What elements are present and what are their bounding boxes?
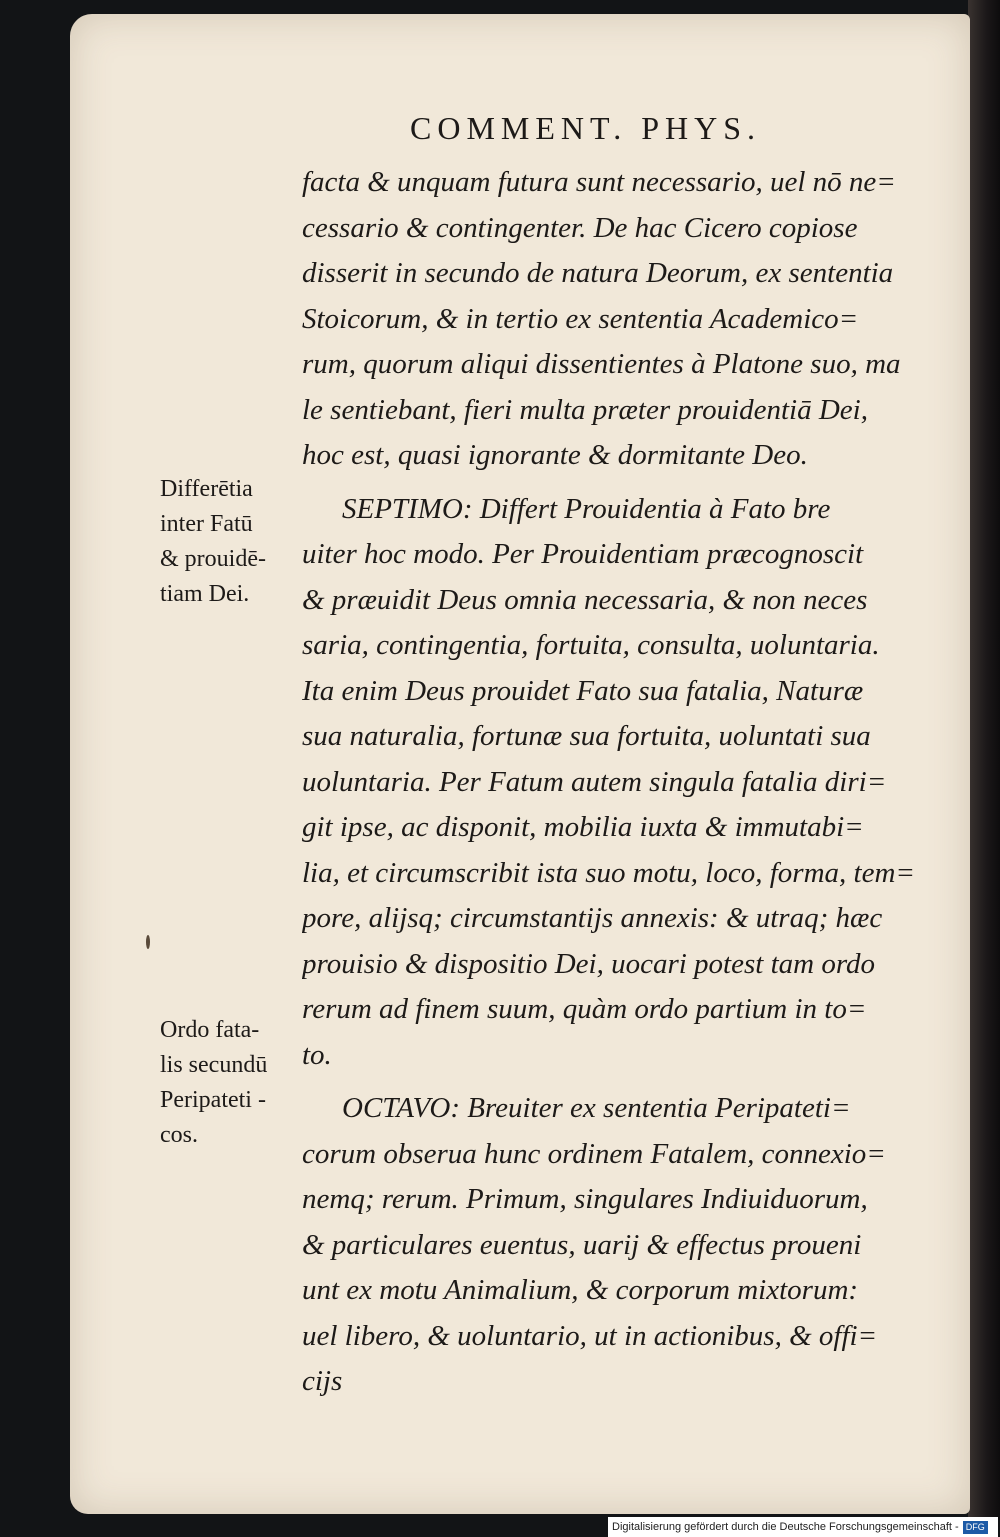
text-line: & præuidit Deus omnia necessaria, & non neces xyxy=(302,583,868,616)
text-line: SEPTIMO: Differt Prouidentia à Fato bre xyxy=(342,492,831,525)
text-line: saria, contingentia, fortuita, consulta, uoluntaria. xyxy=(302,629,880,661)
text-line: uel libero, & uoluntario, ut in actionibus, & offi= xyxy=(302,1319,878,1352)
text-line: le sentiebant, fieri multa præter prouidentiā Dei, xyxy=(302,393,868,426)
margin-note-line: lis secundū xyxy=(160,1052,268,1078)
margin-note-line: Differētia xyxy=(160,476,253,502)
text-line: to. xyxy=(302,1038,332,1071)
main-text-block xyxy=(302,160,966,1405)
dfg-logo-badge: DFG xyxy=(963,1521,988,1534)
text-line: rum, quorum aliqui dissentientes à Platone suo, ma xyxy=(302,348,901,380)
text-line: lia, et circumscribit ista suo motu, loco, forma, tem= xyxy=(302,856,915,889)
text-line: Ita enim Deus prouidet Fato sua fatalia, Naturæ xyxy=(302,674,864,707)
margin-note-line: tiam Dei. xyxy=(160,581,250,607)
margin-note-line: Peripateti - xyxy=(160,1087,266,1113)
margin-note-providentia xyxy=(160,472,300,612)
text-line: prouisio & dispositio Dei, uocari potest tam ordo xyxy=(302,947,876,980)
text-line: & particulares euentus, uarij & effectus proueni xyxy=(302,1228,862,1261)
book-spine-edge xyxy=(968,0,1000,1520)
text-line: OCTAVO: Breuiter ex sententia Peripateti= xyxy=(342,1092,851,1124)
margin-note-ordo-fatalis xyxy=(160,1013,300,1153)
text-line: cessario & contingenter. De hac Cicero copiose xyxy=(302,211,858,244)
text-line: facta & unquam futura sunt necessario, uel nō ne= xyxy=(302,166,896,198)
text-line: Stoicorum, & in tertio ex sententia Academico= xyxy=(302,302,859,335)
margin-note-line: Ordo fata- xyxy=(160,1017,260,1043)
text-line: uoluntaria. Per Fatum autem singula fatalia diri= xyxy=(302,765,887,798)
margin-note-line: cos. xyxy=(160,1122,198,1148)
text-line: sua naturalia, fortunæ sua fortuita, uoluntati sua xyxy=(302,720,871,752)
margin-note-line: inter Fatū xyxy=(160,511,253,537)
digitization-credit-text: Digitalisierung gefördert durch die Deutsche Forschungsgemeinschaft xyxy=(612,1521,952,1533)
digitization-credit: Digitalisierung gefördert durch die Deutsche Forschungsgemeinschaft - DFG xyxy=(608,1517,998,1537)
text-line: uiter hoc modo. Per Prouidentiam præcognoscit xyxy=(302,538,864,570)
margin-note-line: & prouidē- xyxy=(160,546,266,572)
text-line: nemq; rerum. Primum, singulares Indiuiduorum, xyxy=(302,1183,868,1215)
text-line: pore, alijsq; circumstantijs annexis: & utraq; hæc xyxy=(302,902,883,934)
text-line: disserit in secundo de natura Deorum, ex sententia xyxy=(302,257,894,289)
ink-speck xyxy=(146,935,150,949)
text-line: git ipse, ac disponit, mobilia iuxta & immutabi= xyxy=(302,811,864,843)
text-line: cijs xyxy=(302,1365,343,1397)
text-line: corum obserua hunc ordinem Fatalem, connexio= xyxy=(302,1137,886,1170)
text-line: rerum ad finem suum, quàm ordo partium in to= xyxy=(302,993,867,1025)
text-line: hoc est, quasi ignorante & dormitante Deo. xyxy=(302,439,808,471)
running-header: COMMENT. PHYS. xyxy=(410,110,761,146)
text-line: unt ex motu Animalium, & corporum mixtorum: xyxy=(302,1274,859,1306)
